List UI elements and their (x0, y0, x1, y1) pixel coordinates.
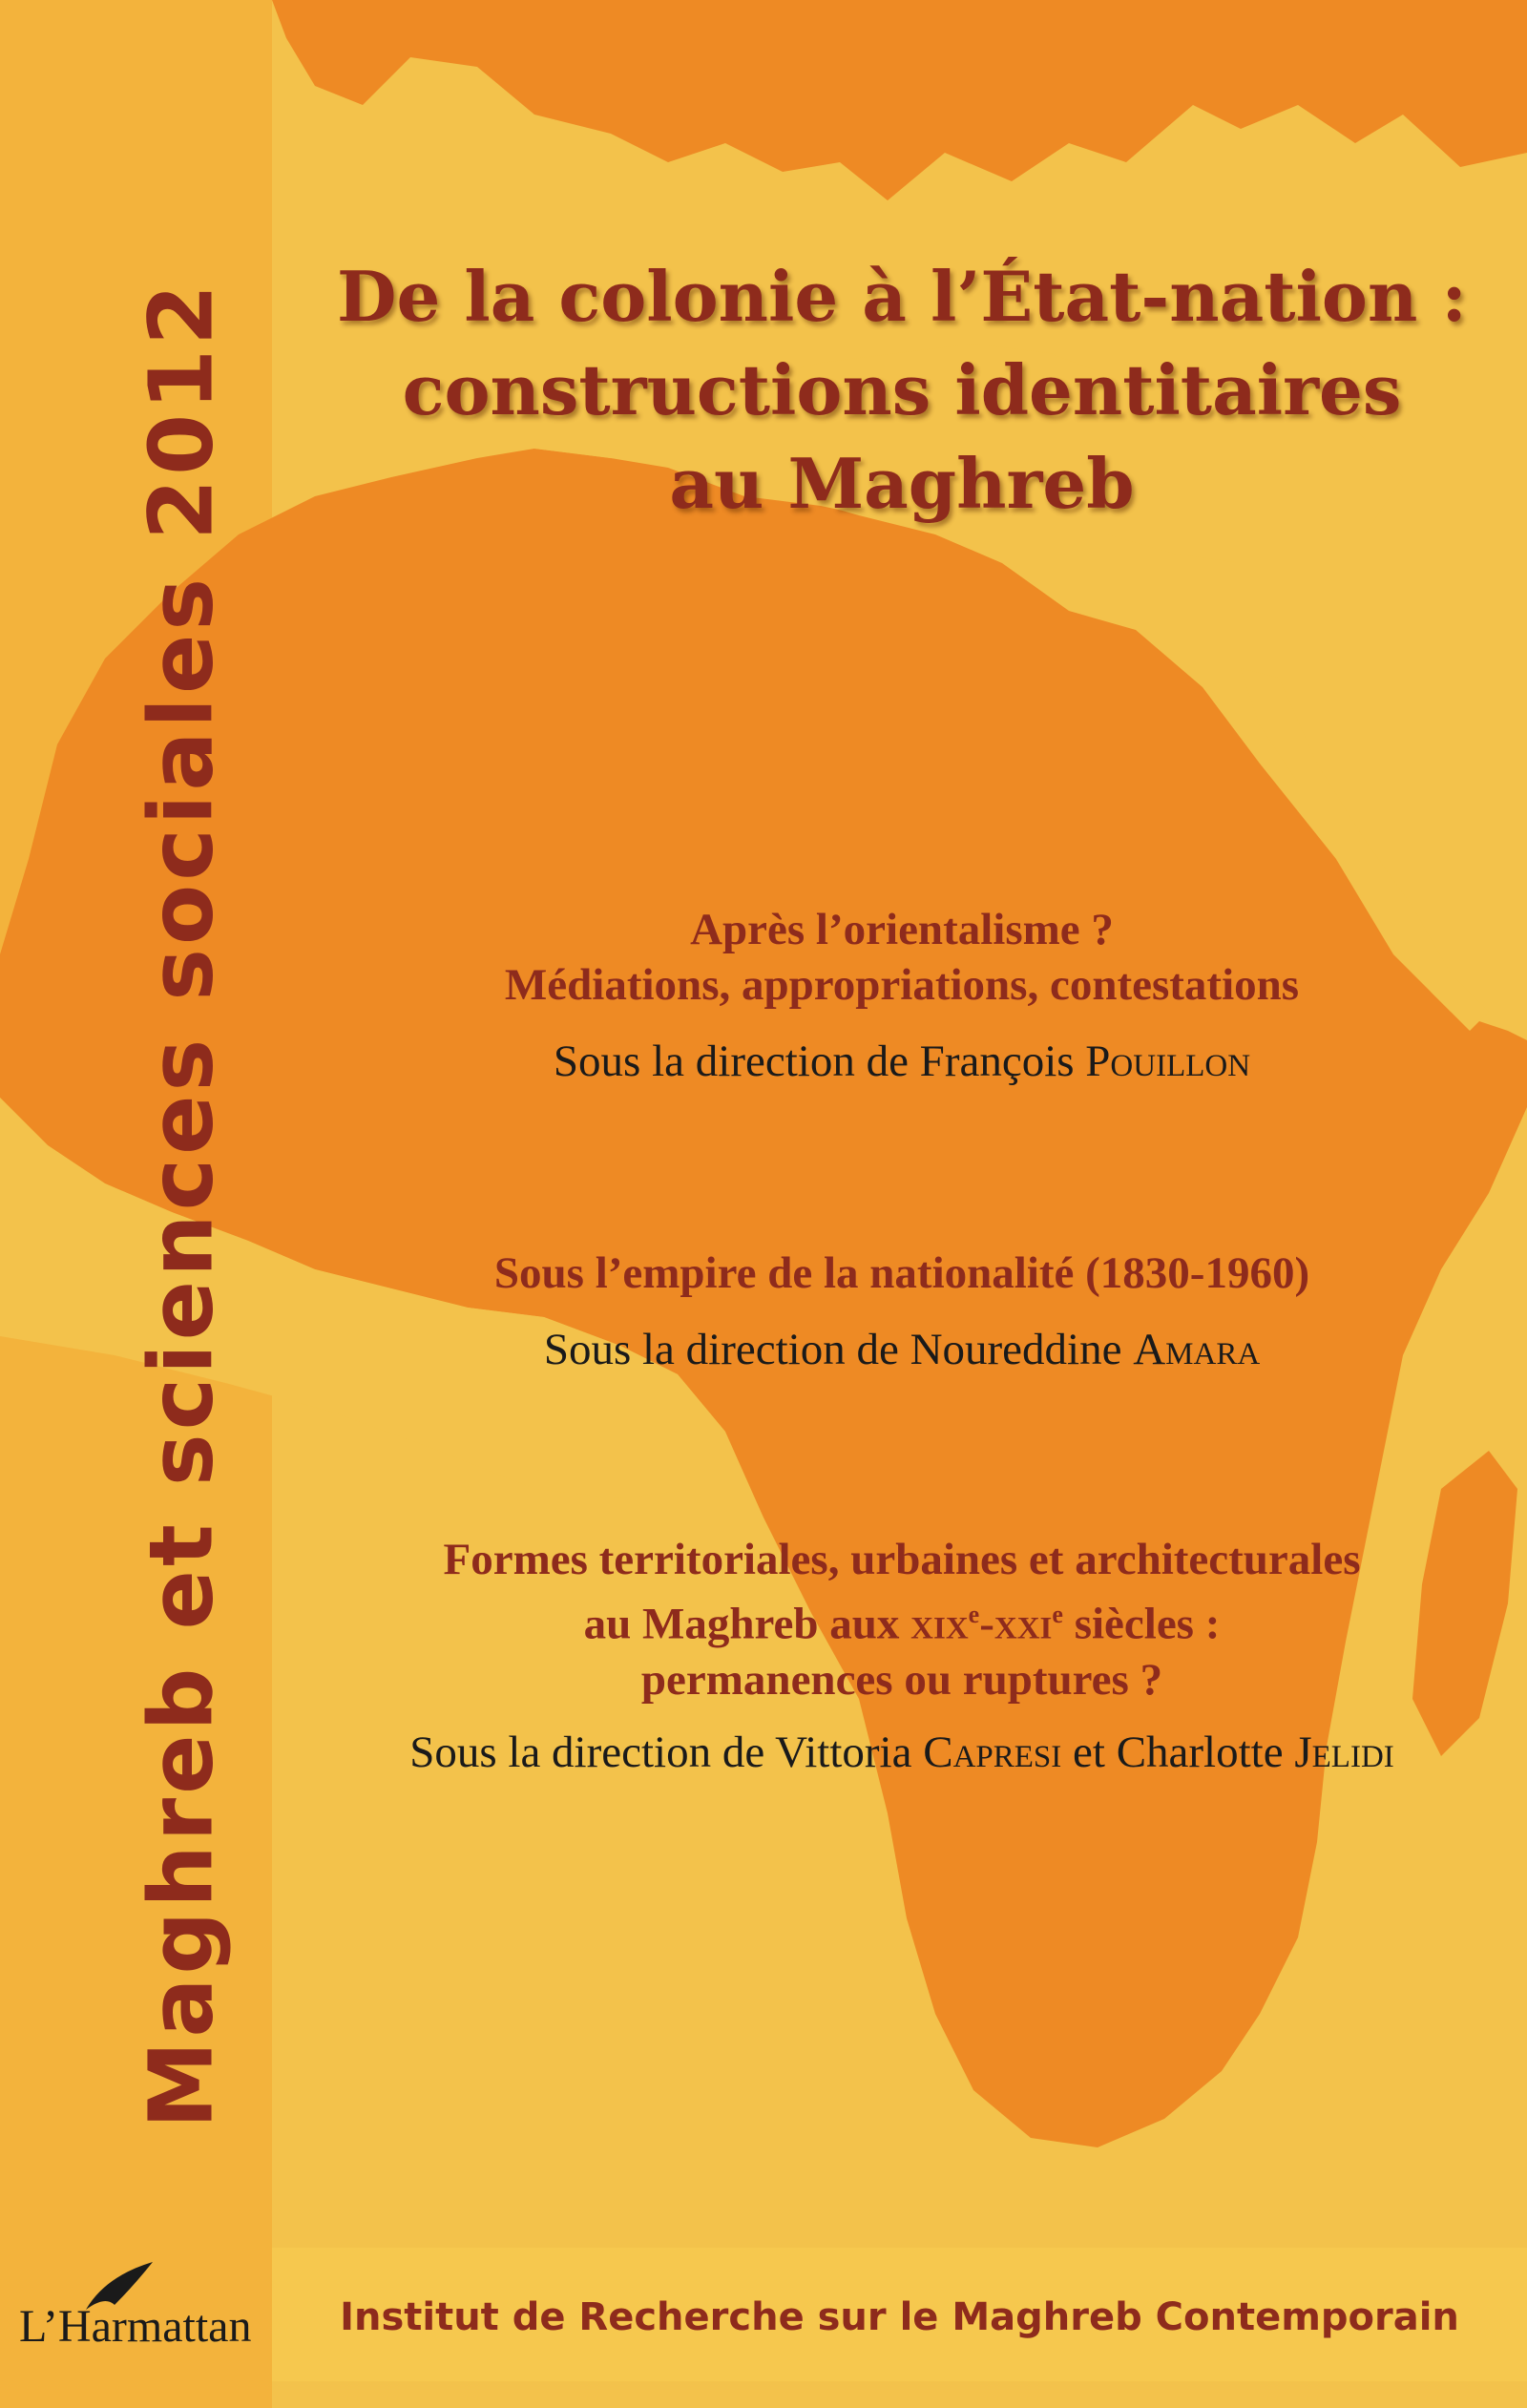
direction-prefix: Sous la direction de Vittoria (409, 1727, 924, 1777)
section-direction (315, 1034, 1489, 1089)
editor-name: Capresi (923, 1727, 1062, 1777)
footer-band (272, 2248, 1527, 2381)
editor-name: Pouillon (1085, 1036, 1251, 1086)
superscript: e (968, 1601, 980, 1628)
editor-name: Amara (1133, 1325, 1261, 1374)
main-title-line3: au Maghreb (669, 443, 1135, 524)
section-title (315, 1532, 1489, 1707)
direction-prefix: Sous la direction de François (553, 1036, 1086, 1086)
section-formes (315, 1532, 1489, 1780)
section-title-line1: Après l’orientalisme ? (690, 905, 1114, 954)
section-title (315, 1246, 1489, 1301)
section-direction (315, 1322, 1489, 1377)
main-title-line2: constructions identitaires (402, 349, 1402, 430)
direction-mid: et Charlotte (1061, 1727, 1295, 1777)
editor-name: Jelidi (1294, 1727, 1394, 1777)
main-title-line1: De la colonie à l’État-nation : (337, 256, 1467, 337)
title-text: siècles : (1062, 1599, 1221, 1649)
century-numeral: xix (910, 1599, 969, 1649)
section-title (315, 902, 1489, 1013)
section-title-line2: Médiations, appropriations, contestations (504, 960, 1300, 1010)
century-numeral: xxi (994, 1599, 1053, 1649)
section-title-line1: Sous l’empire de la nationalité (1830-1960) (493, 1248, 1310, 1298)
section-title-line3: permanences ou ruptures ? (640, 1654, 1163, 1705)
dash: - (979, 1599, 994, 1649)
section-title-line1: Formes territoriales, urbaines et architecturales (443, 1535, 1361, 1584)
europe-landmass (272, 0, 1527, 200)
title-text: au Maghreb aux (583, 1599, 911, 1649)
section-orientalisme (315, 902, 1489, 1089)
direction-prefix: Sous la direction de Noureddine (543, 1325, 1134, 1374)
section-direction (315, 1725, 1489, 1780)
spine-title (0, 0, 272, 2408)
publisher-name: L’Harmattan (19, 2301, 252, 2352)
publisher-logo (19, 2257, 267, 2362)
main-title (315, 250, 1489, 531)
institute-name: Institut de Recherche sur le Maghreb Contemporain (340, 2295, 1459, 2339)
superscript: e (1052, 1601, 1063, 1628)
series-title: Maghreb et sciences sociales 2012 (130, 280, 233, 2129)
section-title-line2 (315, 1587, 1489, 1652)
section-nationalite (315, 1246, 1489, 1377)
